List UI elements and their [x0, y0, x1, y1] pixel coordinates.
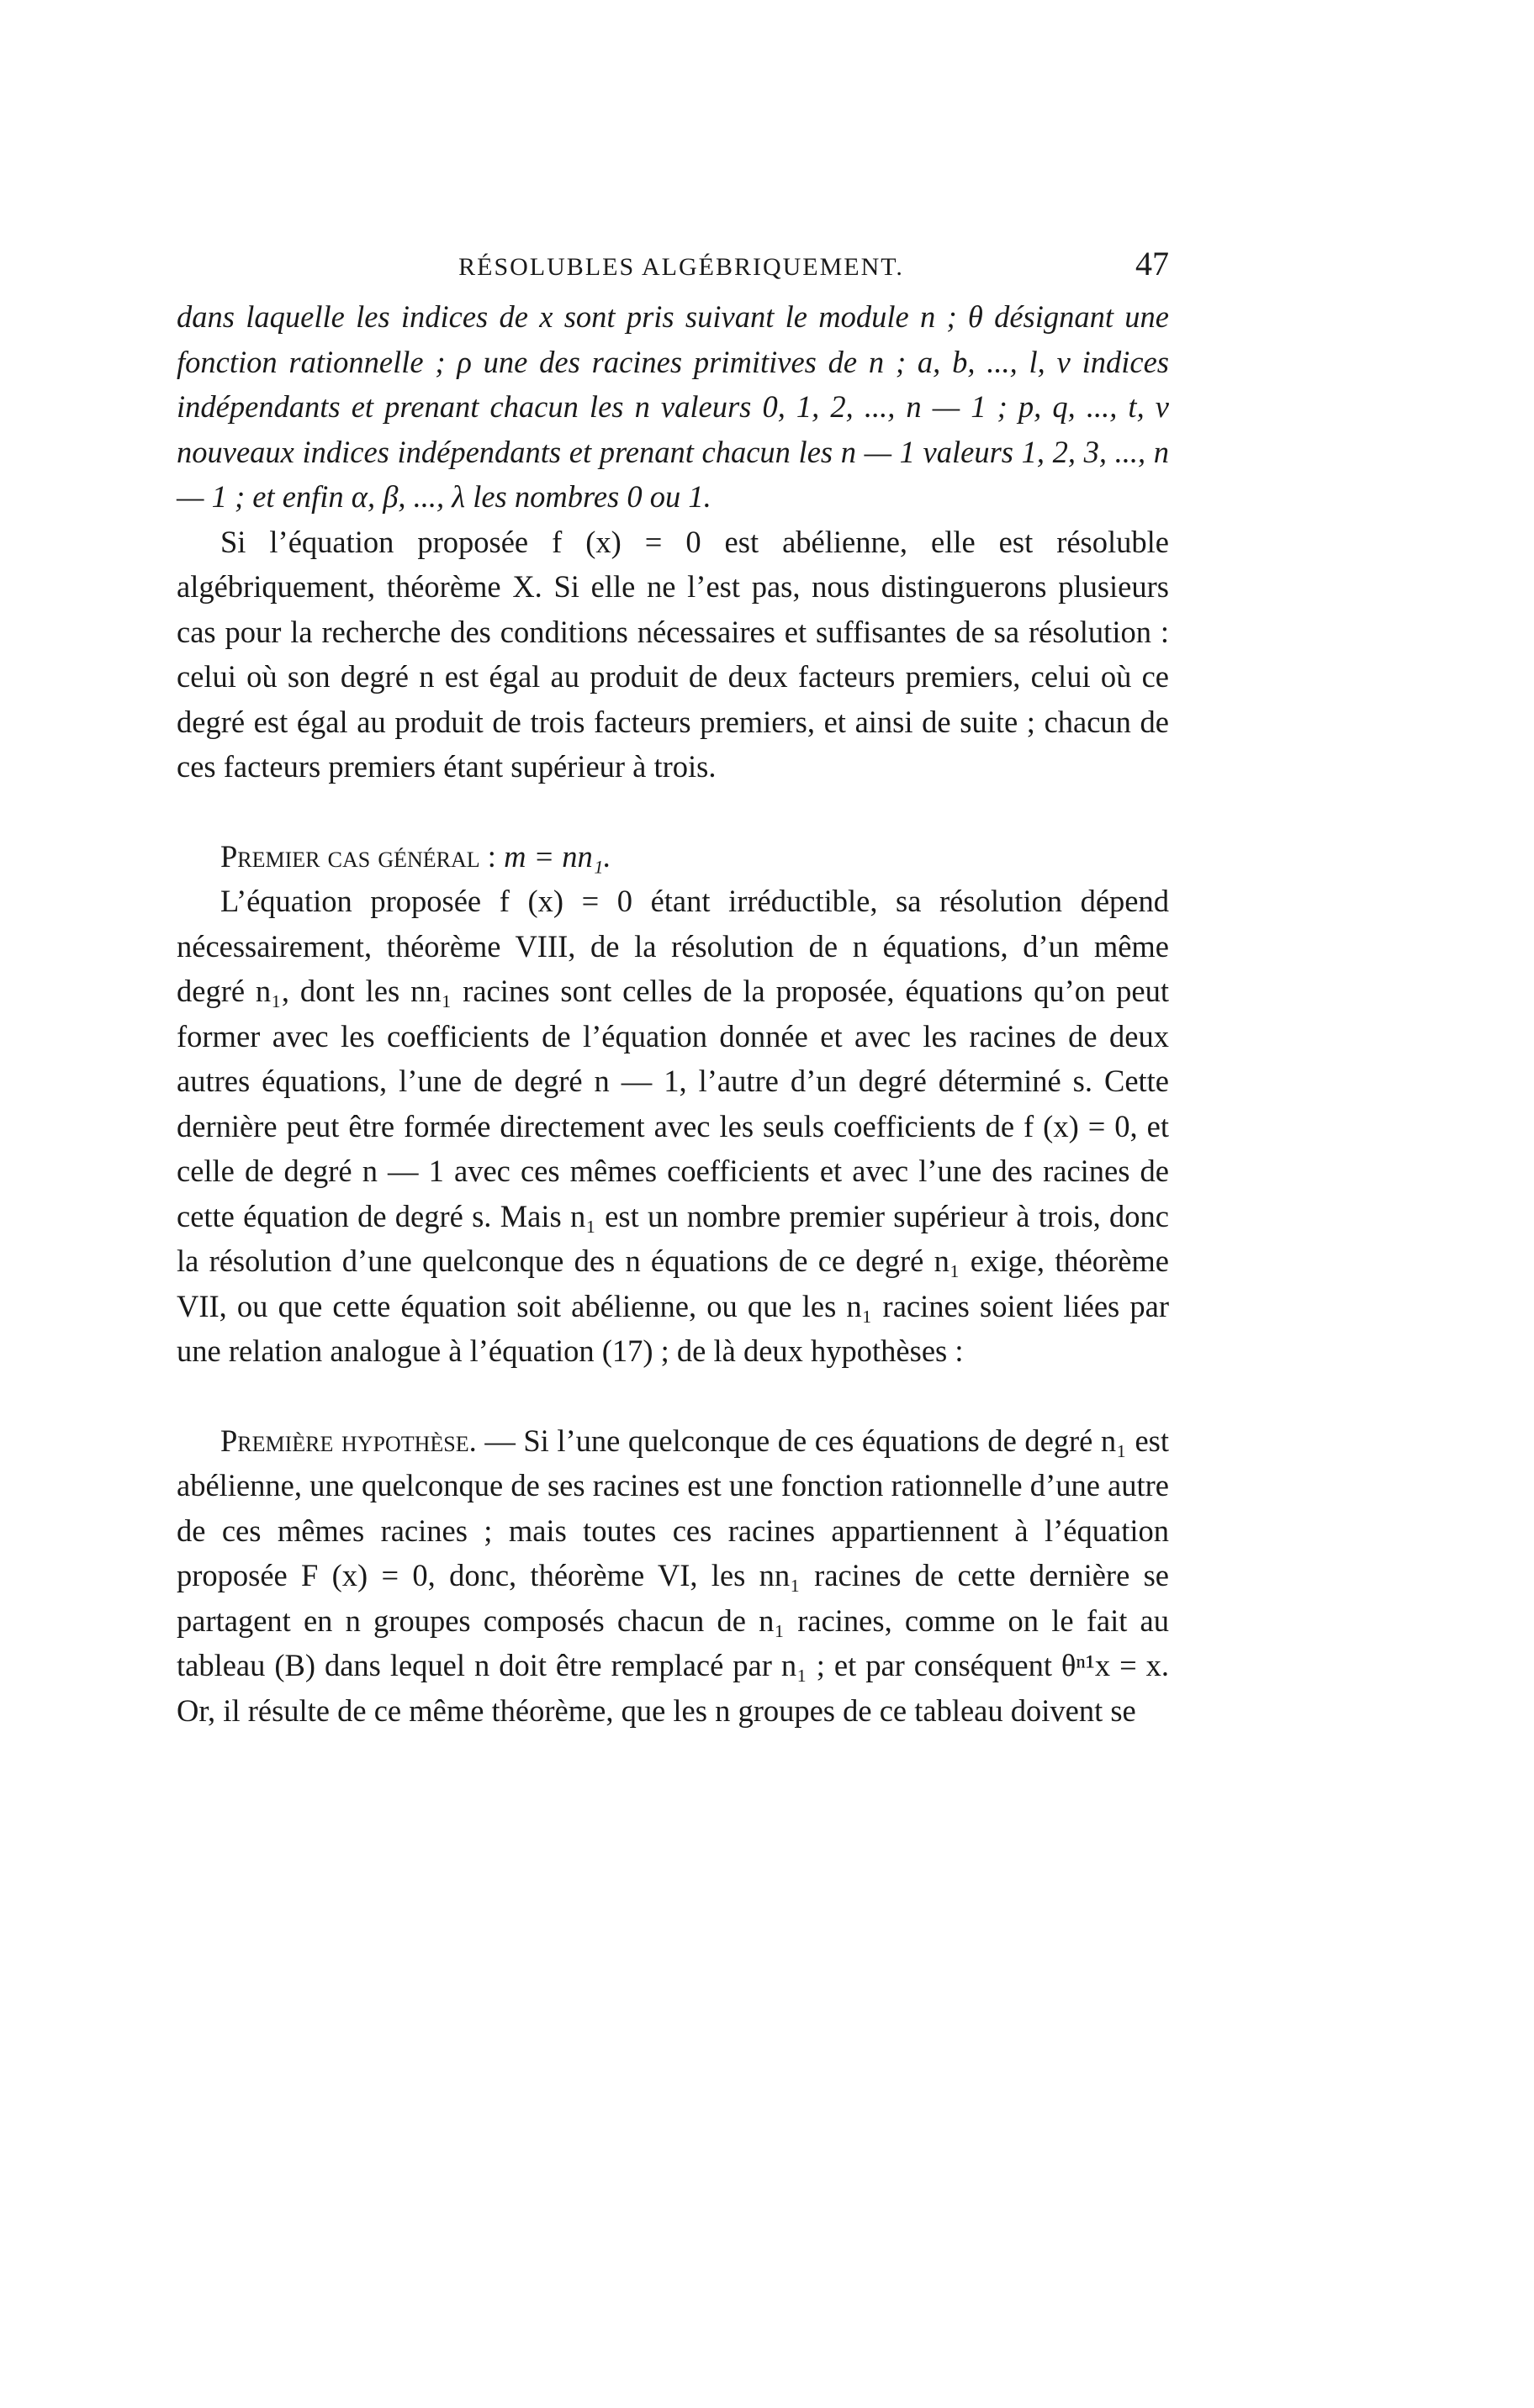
paragraph-abelian: Si l’équation proposée f (x) = 0 est abélienne, elle est résoluble algébriquement, théorème X. Si elle ne l’est pas, nous distinguerons plusieurs cas pour la recherche des conditions nécessaires et suffisantes de sa résolution : celui où son degré n est égal au produit de deux facteurs premiers, celui où ce degré est égal au produit de trois facteurs premiers, et ainsi de suite ; chacun de ces facteurs premiers étant supérieur à trois.: [177, 524, 1169, 784]
paragraph-first-hypothesis: [177, 1418, 1169, 1734]
section-heading-formula: m = nn₁.: [504, 838, 611, 874]
paragraph-first-case: L’équation proposée f (x) = 0 étant irréductible, sa résolution dépend nécessairement, théorème VIII, de la résolution de n équations, d’un même degré n₁, dont les nn₁ racines sont celles de la proposée, équations qu’on peut former avec les coefficients de l’équation donnée et avec les racines de deux autres équations, l’une de degré n — 1, l’autre d’un degré déterminé s. Cette dernière peut être formée directement avec les seuls coefficients de f (x) = 0, et celle de degré n — 1 avec ces mêmes coefficients et avec l’une des racines de cette équation de degré s. Mais n₁ est un nombre premier supérieur à trois, donc la résolution d’une quelconque des n équations de ce degré n₁ exige, théorème VII, ou que cette équation soit abélienne, ou que les n₁ racines soient liées par une relation analogue à l’équation (17) ; de là deux hypothèses :: [177, 884, 1169, 1368]
running-title: RÉSOLUBLES ALGÉBRIQUEMENT.: [458, 253, 904, 281]
page-body: [177, 294, 1169, 1733]
hypothesis-text: — Si l’une quelconque de ces équations de degré n₁ est abélienne, une quelconque de ses racines est une fonction rationnelle d’une autre de ces mêmes racines ; mais toutes ces racines appartiennent à l’équation proposée F (x) = 0, donc, théorème VI, les nn₁ racines de cette dernière se partagent en n groupes composés chacun de n₁ racines, comme on le fait au tableau (B) dans lequel n doit être remplacé par n₁ ; et par conséquent θⁿ¹x = x. Or, il résulte de ce même théorème, que les n groupes de ce tableau doivent se: [177, 1423, 1170, 1728]
page-header: [177, 244, 1169, 283]
section-heading: [177, 834, 1169, 879]
page-number: 47: [1135, 245, 1169, 283]
hypothesis-heading: Première hypothèse.: [220, 1423, 477, 1458]
paragraph-continuation: dans laquelle les indices de x sont pris suivant le module n ; θ désignant une fonction rationnelle ; ρ une des racines primitives de n ; a, b, ..., l, v indices indépendants et prenant chacun les n valeurs 0, 1, 2, ..., n — 1 ; p, q, ..., t, v nouveaux indices indépendants et prenant chacun les n — 1 valeurs 1, 2, 3, ..., n — 1 ; et enfin α, β, ..., λ les nombres 0 ou 1.: [177, 299, 1169, 514]
section-heading-label: Premier cas général :: [220, 838, 496, 874]
